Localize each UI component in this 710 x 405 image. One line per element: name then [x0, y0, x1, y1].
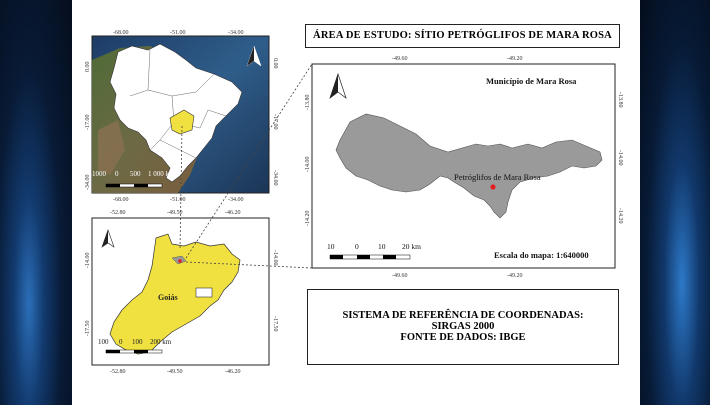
goias-right-tick-1: -14.00 — [272, 250, 278, 266]
main-left-tick-1: -13.80 — [305, 94, 311, 110]
site-label: Petróglifos de Mara Rosa — [454, 172, 541, 182]
main-top-tick-1: -49.60 — [392, 56, 408, 62]
brazil-top-tick-1: -68.00 — [113, 30, 129, 36]
brazil-top-tick-2: -51.00 — [170, 30, 186, 36]
brazil-scale-label-4: 1 000 km — [148, 170, 175, 178]
goias-inset-map — [85, 210, 278, 375]
brazil-top-tick-3: -34.00 — [228, 30, 244, 36]
main-bottom-tick-2: -49.20 — [507, 273, 523, 279]
brazil-scale-bar — [106, 184, 162, 187]
crs-info-box — [307, 289, 619, 365]
brazil-left-tick-1: 0.00 — [85, 61, 91, 72]
goias-bottom-tick-3: -46.20 — [225, 369, 241, 375]
brazil-bottom-tick-2: -51.00 — [170, 197, 186, 203]
main-scale-label-3: 10 — [378, 242, 386, 251]
goias-scale-label-3: 100 — [132, 338, 143, 346]
site-marker-small — [178, 259, 182, 263]
goias-left-tick-1: -14.00 — [85, 252, 91, 268]
goias-top-tick-3: -46.20 — [225, 210, 241, 216]
main-left-tick-2: -14.00 — [305, 156, 311, 172]
municipality-label: Município de Mara Rosa — [486, 76, 577, 86]
goias-scale-label-4: 200 km — [150, 338, 172, 346]
federal-district — [196, 288, 212, 297]
goias-bottom-tick-2: -49.50 — [167, 369, 183, 375]
crs-line-2: SIRGAS 2000 — [431, 321, 495, 332]
main-scale-label-2: 0 — [355, 242, 359, 251]
brazil-right-tick-1: 0.00 — [272, 58, 278, 69]
map-scale-text: Escala do mapa: 1:640000 — [494, 250, 589, 260]
brazil-bottom-tick-3: -34.00 — [228, 197, 244, 203]
brazil-right-tick-2: -17.00 — [272, 114, 278, 130]
main-left-tick-3: -14.20 — [305, 210, 311, 226]
goias-scale-label-1: 100 — [98, 338, 109, 346]
brazil-left-tick-2: -17.00 — [85, 114, 91, 130]
main-scale-label-4: 20 km — [402, 242, 421, 251]
goias-right-tick-2: -17.50 — [272, 316, 278, 332]
goias-scale-bar — [106, 350, 162, 353]
brazil-scale-label-1: 1000 — [92, 170, 106, 178]
brazil-bottom-tick-1: -68.00 — [113, 197, 129, 203]
brazil-left-tick-3: -34.00 — [85, 174, 91, 190]
goias-top-tick-1: -52.80 — [110, 210, 126, 216]
crs-line-1: SISTEMA DE REFERÊNCIA DE COORDENADAS: — [342, 310, 584, 321]
goias-left-tick-2: -17.50 — [85, 320, 91, 336]
goias-top-tick-2: -49.50 — [167, 210, 183, 216]
brazil-right-tick-3: -34.00 — [272, 170, 278, 186]
brazil-scale-label-3: 500 — [130, 170, 141, 178]
brazil-scale-label-2: 0 — [115, 170, 119, 178]
main-right-tick-3: -14.20 — [617, 208, 623, 224]
main-right-tick-2: -14.00 — [617, 150, 623, 166]
goias-label: Goiás — [158, 293, 178, 302]
main-bottom-tick-1: -49.60 — [392, 273, 408, 279]
main-scale-label-1: 10 — [327, 242, 335, 251]
main-right-tick-1: -13.80 — [617, 92, 623, 108]
main-scale-bar — [330, 255, 410, 259]
map-title: ÁREA DE ESTUDO: SÍTIO PETRÓGLIFOS DE MARA ROSA — [313, 30, 612, 41]
data-source-line: FONTE DE DADOS: IBGE — [400, 332, 526, 343]
brazil-inset-map — [85, 30, 278, 203]
main-municipality-map — [305, 56, 623, 279]
goias-bottom-tick-1: -52.80 — [110, 369, 126, 375]
main-top-tick-2: -49.20 — [507, 56, 523, 62]
goias-scale-label-2: 0 — [119, 338, 123, 346]
petroglyph-site-marker — [490, 184, 495, 189]
